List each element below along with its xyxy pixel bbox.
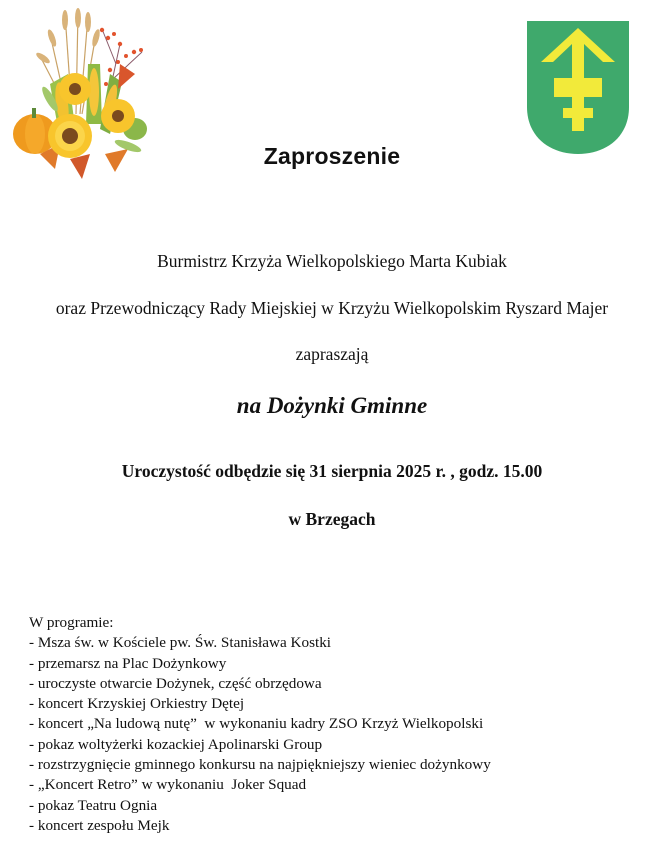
program-item: - rozstrzygnięcie gminnego konkursu na najpiękniejszy wieniec dożynkowy (29, 756, 491, 774)
invite-verb: zapraszają (295, 344, 369, 364)
host-line-mayor: Burmistrz Krzyża Wielkopolskiego Marta Kubiak (157, 251, 507, 271)
program-item: - Msza św. w Kościele pw. Św. Stanisława Kostki (29, 634, 332, 652)
program-item: - pokaz Teatru Ognia (29, 796, 158, 814)
location-line: w Brzegach (288, 509, 376, 529)
program-list (29, 613, 491, 836)
program-heading: W programie: (29, 614, 114, 631)
program-item: - „Koncert Retro” w wykonaniu Joker Squad (29, 776, 307, 794)
host-line-council-chair: oraz Przewodniczący Rady Miejskiej w Krzyżu Wielkopolskim Ryszard Majer (55, 298, 609, 318)
program-item: - koncert zespołu Mejk (29, 816, 170, 834)
page-title: Zaproszenie (263, 143, 401, 169)
date-line: Uroczystość odbędzie się 31 sierpnia 2025 r. , godz. 15.00 (121, 461, 543, 481)
program-item: - koncert „Na ludową nutę” w wykonaniu kadry ZSO Krzyż Wielkopolski (29, 715, 484, 733)
program-item: - przemarsz na Plac Dożynkowy (29, 654, 227, 672)
program-item: - uroczyste otwarcie Dożynek, część obrzędowa (29, 674, 322, 692)
program-item: - koncert Krzyskiej Orkiestry Dętej (29, 695, 245, 713)
program-item: - pokaz woltyżerki kozackiej Apolinarski Group (29, 735, 323, 753)
coat-of-arms-icon (526, 19, 630, 156)
event-name: na Dożynki Gminne (236, 393, 428, 418)
